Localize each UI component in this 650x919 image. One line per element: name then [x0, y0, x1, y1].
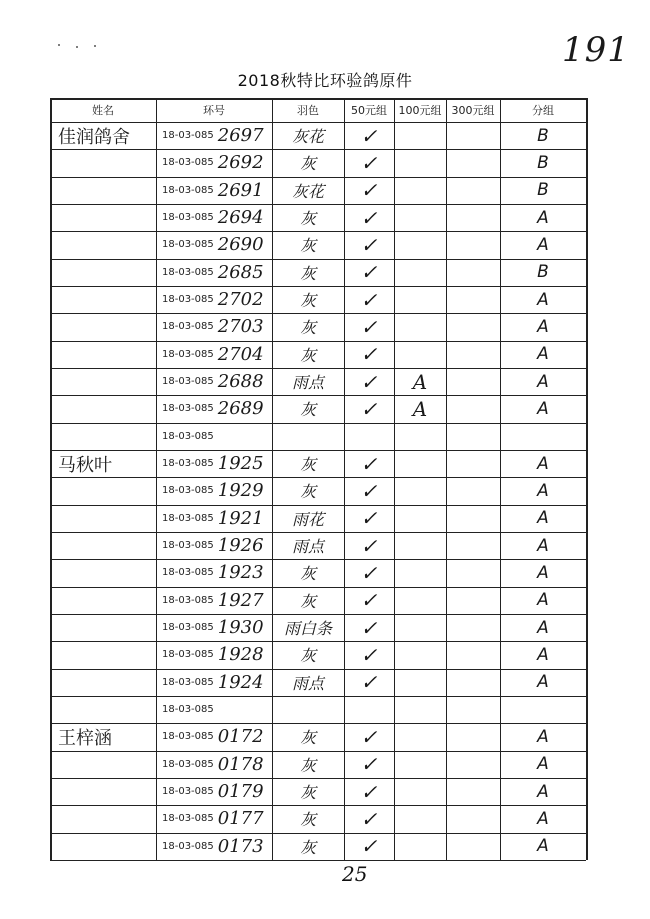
- ring-number-cell: [156, 587, 272, 614]
- group-50-check-cell: ✓: [360, 642, 378, 667]
- division-group-cell: A: [537, 371, 549, 392]
- group-300-cell: [446, 723, 500, 750]
- group-100-cell: [394, 505, 446, 532]
- division-group-cell: A: [537, 726, 549, 747]
- ring-number-cell: [156, 778, 272, 805]
- ring-number-cell: [156, 313, 272, 340]
- division-group-cell: A: [537, 234, 549, 255]
- group-100-cell: [394, 778, 446, 805]
- feather-color-cell: 灰: [299, 783, 316, 803]
- ring-number-cell: [156, 423, 272, 450]
- division-group-cell: A: [537, 344, 549, 365]
- feather-color-cell: 灰: [299, 236, 316, 256]
- group-50-check-cell: ✓: [360, 588, 378, 613]
- ring-digits: 2704: [217, 343, 264, 365]
- feather-color-cell: 灰花: [291, 181, 324, 201]
- owner-name-cell: [50, 177, 164, 204]
- group-300-cell: [446, 149, 500, 176]
- owner-name-cell: [50, 641, 164, 668]
- ring-number-cell: [156, 723, 272, 750]
- column-header: 姓名: [92, 104, 114, 117]
- owner-name-cell: [50, 395, 164, 422]
- ring-prefix: 18-03-085: [162, 485, 214, 497]
- feather-color-cell: 灰花: [291, 127, 324, 147]
- ring-digits: 1921: [217, 507, 264, 529]
- group-100-cell: [394, 751, 446, 778]
- group-100-cell: [394, 614, 446, 641]
- feather-color-cell: 灰: [299, 400, 316, 420]
- group-100-cell: [394, 669, 446, 696]
- group-100-cell: [394, 259, 446, 286]
- feather-color-cell: 灰: [299, 564, 316, 584]
- ring-prefix: 18-03-085: [162, 321, 214, 333]
- scan-speck: [94, 45, 96, 47]
- group-100-cell: [394, 477, 446, 504]
- feather-color-cell: 灰: [299, 318, 316, 338]
- group-50-check-cell: ✓: [360, 232, 378, 257]
- feather-color-cell: 灰: [299, 291, 316, 311]
- ring-digits: 2697: [217, 125, 264, 147]
- feather-color-cell: [272, 423, 344, 450]
- ring-number-cell: [156, 532, 272, 559]
- division-group-cell: A: [537, 836, 549, 857]
- owner-name-cell: [50, 778, 164, 805]
- ring-number-cell: [156, 805, 272, 832]
- ring-number-cell: [156, 341, 272, 368]
- owner-name-cell: [50, 477, 164, 504]
- ring-prefix: 18-03-085: [162, 512, 214, 524]
- ring-digits: 0172: [217, 726, 264, 748]
- owner-name-cell: [50, 805, 164, 832]
- group-100-cell: [394, 177, 446, 204]
- ring-prefix: 18-03-085: [162, 567, 214, 579]
- group-50-check-cell: ✓: [360, 123, 378, 148]
- feather-color-cell: 雨点: [291, 537, 324, 557]
- group-100-cell: [394, 313, 446, 340]
- ring-digits: 0178: [217, 753, 264, 775]
- ring-prefix: 18-03-085: [162, 184, 214, 196]
- division-group-cell: A: [537, 480, 549, 501]
- ring-number-cell: [156, 505, 272, 532]
- division-group-cell: B: [537, 262, 549, 283]
- group-100-cell: [394, 423, 446, 450]
- division-group-cell: A: [537, 590, 549, 611]
- feather-color-cell: 灰: [299, 591, 316, 611]
- ring-digits: 1928: [217, 644, 264, 666]
- column-header: 50元组: [351, 104, 387, 117]
- group-300-cell: [446, 450, 500, 477]
- ring-digits: 0173: [217, 835, 264, 857]
- ring-number-cell: [156, 614, 272, 641]
- group-100-cell: [394, 204, 446, 231]
- ring-digits: 2694: [217, 207, 264, 229]
- group-300-cell: [446, 696, 500, 723]
- group-50-check-cell: ✓: [360, 287, 378, 312]
- group-50-check-cell: ✓: [360, 396, 378, 421]
- ring-prefix: 18-03-085: [162, 676, 214, 688]
- group-100-cell: [394, 723, 446, 750]
- ring-prefix: 18-03-085: [162, 813, 214, 825]
- owner-name-cell: [50, 751, 164, 778]
- division-group-cell: A: [537, 781, 549, 802]
- ring-prefix: 18-03-085: [162, 458, 214, 470]
- division-group-cell: A: [537, 535, 549, 556]
- group-100-cell: [394, 532, 446, 559]
- group-100-cell: [394, 696, 446, 723]
- group-50-check-cell: ✓: [360, 342, 378, 367]
- ring-digits: 1926: [217, 535, 264, 557]
- ring-prefix: 18-03-085: [162, 130, 214, 142]
- group-50-check-cell: ✓: [360, 560, 378, 585]
- ring-number-cell: [156, 204, 272, 231]
- ring-number-cell: [156, 259, 272, 286]
- owner-name-cell: 马秋叶: [58, 454, 112, 476]
- feather-color-cell: 灰: [299, 728, 316, 748]
- group-50-check-cell: ✓: [360, 205, 378, 230]
- column-header: 分组: [532, 104, 554, 117]
- group-300-cell: [446, 669, 500, 696]
- sheet-title: 2018秋特比环验鸽原件: [237, 71, 413, 90]
- ring-digits: 2703: [217, 316, 264, 338]
- ring-prefix: 18-03-085: [162, 704, 214, 716]
- feather-color-cell: 雨白条: [283, 619, 332, 639]
- owner-name-cell: [50, 286, 164, 313]
- group-300-cell: [446, 368, 500, 395]
- group-300-cell: [446, 477, 500, 504]
- group-50-check-cell: ✓: [360, 834, 378, 859]
- feather-color-cell: 雨点: [291, 673, 324, 693]
- owner-name-cell: [50, 423, 164, 450]
- ring-digits: 2691: [217, 179, 264, 201]
- footer-handwritten-mark: 25: [342, 862, 368, 886]
- column-header: 环号: [203, 104, 225, 117]
- column-header: 300元组: [451, 104, 495, 117]
- ring-prefix: 18-03-085: [162, 403, 214, 415]
- ring-number-cell: [156, 177, 272, 204]
- group-50-check-cell: ✓: [360, 506, 378, 531]
- group-100-cell: [394, 286, 446, 313]
- ring-digits: 1924: [217, 671, 264, 693]
- feather-color-cell: [272, 696, 344, 723]
- owner-name-cell: [50, 587, 164, 614]
- ring-prefix: 18-03-085: [162, 540, 214, 552]
- feather-color-cell: 灰: [299, 837, 316, 857]
- feather-color-cell: 灰: [299, 482, 316, 502]
- division-group-cell: [500, 696, 586, 723]
- group-100-cell: [394, 341, 446, 368]
- group-100-cell: [394, 149, 446, 176]
- owner-name-cell: 王梓涵: [58, 727, 112, 749]
- ring-number-cell: [156, 122, 272, 149]
- ring-prefix: 18-03-085: [162, 239, 214, 251]
- division-group-cell: A: [537, 644, 549, 665]
- division-group-cell: A: [537, 508, 549, 529]
- group-100-cell: [394, 805, 446, 832]
- group-50-check-cell: ✓: [360, 150, 378, 175]
- group-300-cell: [446, 204, 500, 231]
- ring-number-cell: [156, 477, 272, 504]
- group-50-check-cell: ✓: [360, 533, 378, 558]
- owner-name-cell: [50, 532, 164, 559]
- division-group-cell: A: [537, 398, 549, 419]
- ring-digits: 2702: [217, 289, 264, 311]
- owner-name-cell: [50, 368, 164, 395]
- division-group-cell: A: [537, 562, 549, 583]
- group-100-cell: [394, 587, 446, 614]
- division-group-cell: A: [537, 617, 549, 638]
- ring-digits: 1923: [217, 562, 264, 584]
- group-300-cell: [446, 341, 500, 368]
- group-300-cell: [446, 286, 500, 313]
- ring-number-cell: [156, 368, 272, 395]
- owner-name-cell: [50, 341, 164, 368]
- ring-prefix: 18-03-085: [162, 157, 214, 169]
- group-300-cell: [446, 805, 500, 832]
- ring-digits: 0177: [217, 808, 264, 830]
- group-300-cell: [446, 833, 500, 860]
- group-50-check-cell: ✓: [360, 615, 378, 640]
- group-50-check-cell: ✓: [360, 806, 378, 831]
- group-300-cell: [446, 641, 500, 668]
- ring-digits: 2692: [217, 152, 264, 174]
- division-group-cell: A: [537, 289, 549, 310]
- group-300-cell: [446, 259, 500, 286]
- group-50-check-cell: ✓: [360, 260, 378, 285]
- ring-prefix: 18-03-085: [162, 731, 214, 743]
- table-rule-vertical: [586, 98, 588, 860]
- scan-speck: [76, 46, 78, 48]
- owner-name-cell: [50, 204, 164, 231]
- column-header: 羽色: [297, 104, 319, 117]
- division-group-cell: A: [537, 207, 549, 228]
- group-100-cell: A: [412, 396, 428, 421]
- group-50-check-cell: ✓: [360, 478, 378, 503]
- group-300-cell: [446, 587, 500, 614]
- ring-digits: 1929: [217, 480, 264, 502]
- ring-digits: 2688: [217, 371, 264, 393]
- ring-prefix: 18-03-085: [162, 430, 214, 442]
- ring-number-cell: [156, 669, 272, 696]
- owner-name-cell: [50, 259, 164, 286]
- group-300-cell: [446, 778, 500, 805]
- group-100-cell: A: [412, 369, 428, 394]
- ring-number-cell: [156, 231, 272, 258]
- ring-number-cell: [156, 833, 272, 860]
- ring-number-cell: [156, 149, 272, 176]
- group-300-cell: [446, 614, 500, 641]
- feather-color-cell: 灰: [299, 209, 316, 229]
- group-100-cell: [394, 833, 446, 860]
- owner-name-cell: [50, 505, 164, 532]
- group-50-check-cell: ✓: [360, 752, 378, 777]
- ring-prefix: 18-03-085: [162, 376, 214, 388]
- group-50-check-cell: ✓: [360, 779, 378, 804]
- owner-name-cell: [50, 669, 164, 696]
- group-300-cell: [446, 313, 500, 340]
- group-50-check-cell: ✓: [360, 369, 378, 394]
- group-300-cell: [446, 395, 500, 422]
- group-50-check-cell: [344, 423, 394, 450]
- group-100-cell: [394, 559, 446, 586]
- ring-digits: 2689: [217, 398, 264, 420]
- ring-digits: 2690: [217, 234, 264, 256]
- ring-prefix: 18-03-085: [162, 622, 214, 634]
- owner-name-cell: [50, 231, 164, 258]
- ring-number-cell: [156, 641, 272, 668]
- group-50-check-cell: [344, 696, 394, 723]
- owner-name-cell: [50, 149, 164, 176]
- ring-digits: 1930: [217, 617, 264, 639]
- ring-digits: 1927: [217, 589, 264, 611]
- group-300-cell: [446, 177, 500, 204]
- division-group-cell: A: [537, 754, 549, 775]
- group-300-cell: [446, 122, 500, 149]
- table-rule-horizontal: [50, 860, 586, 862]
- feather-color-cell: 雨花: [291, 509, 324, 529]
- division-group-cell: B: [537, 125, 549, 146]
- ring-digits: 1925: [217, 453, 264, 475]
- group-100-cell: [394, 641, 446, 668]
- feather-color-cell: 灰: [299, 154, 316, 174]
- ring-prefix: 18-03-085: [162, 594, 214, 606]
- division-group-cell: A: [537, 453, 549, 474]
- feather-color-cell: 灰: [299, 646, 316, 666]
- division-group-cell: B: [537, 152, 549, 173]
- group-50-check-cell: ✓: [360, 724, 378, 749]
- feather-color-cell: 灰: [299, 263, 316, 283]
- feather-color-cell: 灰: [299, 345, 316, 365]
- ring-digits: 0179: [217, 781, 264, 803]
- ring-number-cell: [156, 395, 272, 422]
- group-300-cell: [446, 423, 500, 450]
- group-300-cell: [446, 751, 500, 778]
- ring-prefix: 18-03-085: [162, 840, 214, 852]
- division-group-cell: A: [537, 808, 549, 829]
- division-group-cell: B: [537, 180, 549, 201]
- page-number: 191: [562, 30, 630, 70]
- feather-color-cell: 雨点: [291, 373, 324, 393]
- feather-color-cell: 灰: [299, 810, 316, 830]
- group-300-cell: [446, 559, 500, 586]
- division-group-cell: A: [537, 672, 549, 693]
- group-50-check-cell: ✓: [360, 178, 378, 203]
- owner-name-cell: [50, 833, 164, 860]
- feather-color-cell: 灰: [299, 455, 316, 475]
- ring-prefix: 18-03-085: [162, 649, 214, 661]
- owner-name-cell: [50, 614, 164, 641]
- owner-name-cell: [50, 696, 164, 723]
- owner-name-cell: [50, 559, 164, 586]
- division-group-cell: [500, 423, 586, 450]
- owner-name-cell: [50, 313, 164, 340]
- ring-number-cell: [156, 696, 272, 723]
- pigeon-register-table: [50, 98, 586, 860]
- ring-prefix: 18-03-085: [162, 294, 214, 306]
- ring-prefix: 18-03-085: [162, 266, 214, 278]
- ring-prefix: 18-03-085: [162, 786, 214, 798]
- group-50-check-cell: ✓: [360, 451, 378, 476]
- ring-prefix: 18-03-085: [162, 758, 214, 770]
- ring-number-cell: [156, 450, 272, 477]
- ring-digits: 2685: [217, 261, 264, 283]
- group-100-cell: [394, 450, 446, 477]
- ring-number-cell: [156, 751, 272, 778]
- owner-name-cell: 佳润鸽舍: [58, 126, 130, 148]
- group-100-cell: [394, 231, 446, 258]
- ring-number-cell: [156, 286, 272, 313]
- group-300-cell: [446, 505, 500, 532]
- scan-speck: [58, 44, 60, 46]
- group-50-check-cell: ✓: [360, 314, 378, 339]
- ring-prefix: 18-03-085: [162, 348, 214, 360]
- group-300-cell: [446, 231, 500, 258]
- division-group-cell: A: [537, 316, 549, 337]
- feather-color-cell: 灰: [299, 755, 316, 775]
- ring-prefix: 18-03-085: [162, 212, 214, 224]
- ring-number-cell: [156, 559, 272, 586]
- group-300-cell: [446, 532, 500, 559]
- column-header: 100元组: [398, 104, 442, 117]
- group-100-cell: [394, 122, 446, 149]
- group-50-check-cell: ✓: [360, 670, 378, 695]
